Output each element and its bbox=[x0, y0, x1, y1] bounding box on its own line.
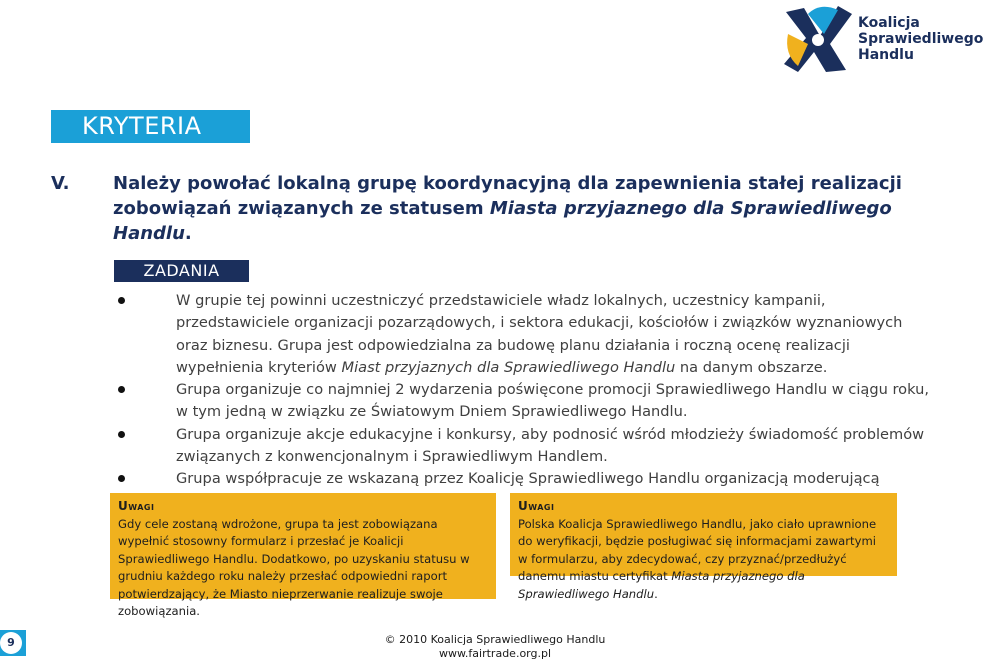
note-text-main: Polska Koalicja Sprawiedliwego Handlu, jako ciało uprawnione do weryfikacji, będzie posługiwać się informacjami zawartymi w formularzu, aby zdecydować, czy przyznać/przedłużyć danemu miastu certyfikat bbox=[518, 516, 877, 583]
bullet-icon bbox=[118, 431, 125, 438]
note-box-right bbox=[510, 493, 897, 601]
criterion-text-italic: Miasta przyjaznego dla Sprawiedliwego Handlu bbox=[113, 198, 892, 244]
tasks-label: ZADANIA bbox=[114, 260, 249, 282]
task-item bbox=[118, 290, 938, 379]
task-text: Grupa współpracuje ze wskazaną przez Koalicję Sprawiedliwego Handlu organizacją moderującą bbox=[176, 470, 880, 488]
task-text: Grupa organizuje co najmniej 2 wydarzenia poświęcone promocji Sprawiedliwego Handlu w ciągu roku, w tym jedną w związku ze Światowym Dniem Sprawiedliwego Handlu. bbox=[176, 381, 929, 421]
task-item bbox=[118, 424, 938, 469]
tasks-list bbox=[118, 290, 938, 513]
footer-copyright: © 2010 Koalicja Sprawiedliwego Handlu bbox=[384, 633, 606, 646]
footer-url[interactable]: www.fairtrade.org.pl bbox=[438, 647, 552, 660]
task-text-end: na danym obszarze. bbox=[675, 358, 828, 376]
bullet-icon bbox=[118, 297, 125, 304]
task-text-italic: Miast przyjaznych dla Sprawiedliwego Handlu bbox=[341, 358, 676, 376]
criterion-text-end: . bbox=[184, 223, 192, 244]
note-heading: Uwagi bbox=[518, 499, 555, 513]
logo-line-1: Koalicja bbox=[858, 15, 920, 31]
task-item bbox=[118, 379, 938, 424]
note-text-end: . bbox=[654, 586, 658, 601]
section-title: KRYTERIA bbox=[82, 112, 202, 140]
logo-mark-icon bbox=[780, 4, 858, 74]
note-text: Gdy cele zostaną wdrożone, grupa ta jest zobowiązana wypełnić stosowny formularz i przesłać je Koalicji Sprawiedliwego Handlu. Dodatkowo, po uzyskaniu statusu w grudniu każdego roku należy przesłać odpowiedni raport potwierdzający, że Miasto nieprzerwanie realizuje swoje zobowiązania. bbox=[118, 516, 470, 618]
task-text: W grupie tej powinni uczestniczyć przedstawiciele władz lokalnych, uczestnicy kampanii, przedstawiciele organizacji pozarządowych, i sektora edukacji, kościołów i związków wyznaniowych oraz biznesu. Grupa jest odpowiedzialna za budowę planu działania i roczną ocenę realizacji wypełnienia kryteriów bbox=[176, 292, 903, 376]
note-heading: Uwagi bbox=[118, 499, 155, 513]
note-box-left bbox=[110, 493, 496, 618]
page-number: 9 bbox=[0, 632, 22, 654]
task-text: Grupa organizuje akcje edukacyjne i konkursy, aby podnosić wśród młodzieży świadomość problemów związanych z konwencjonalnym i Sprawiedliwym Handlem. bbox=[176, 425, 925, 466]
bullet-icon bbox=[118, 386, 125, 393]
note-text bbox=[518, 516, 889, 604]
criterion-text bbox=[113, 171, 933, 246]
footer bbox=[380, 633, 610, 661]
logo-line-3: Handlu bbox=[858, 47, 914, 63]
criterion-text-main: Należy powołać lokalną grupę koordynacyjną dla zapewnienia stałej realizacji zobowiązań związanych ze statusem bbox=[113, 173, 902, 219]
criterion-number: V. bbox=[51, 173, 70, 194]
organization-logo bbox=[780, 4, 983, 74]
note-text-italic: Miasta przyjaznego dla Sprawiedliwego Handlu bbox=[518, 569, 805, 601]
bullet-icon bbox=[118, 475, 125, 482]
logo-text bbox=[858, 15, 983, 63]
logo-line-2: Sprawiedliwego bbox=[858, 31, 983, 47]
